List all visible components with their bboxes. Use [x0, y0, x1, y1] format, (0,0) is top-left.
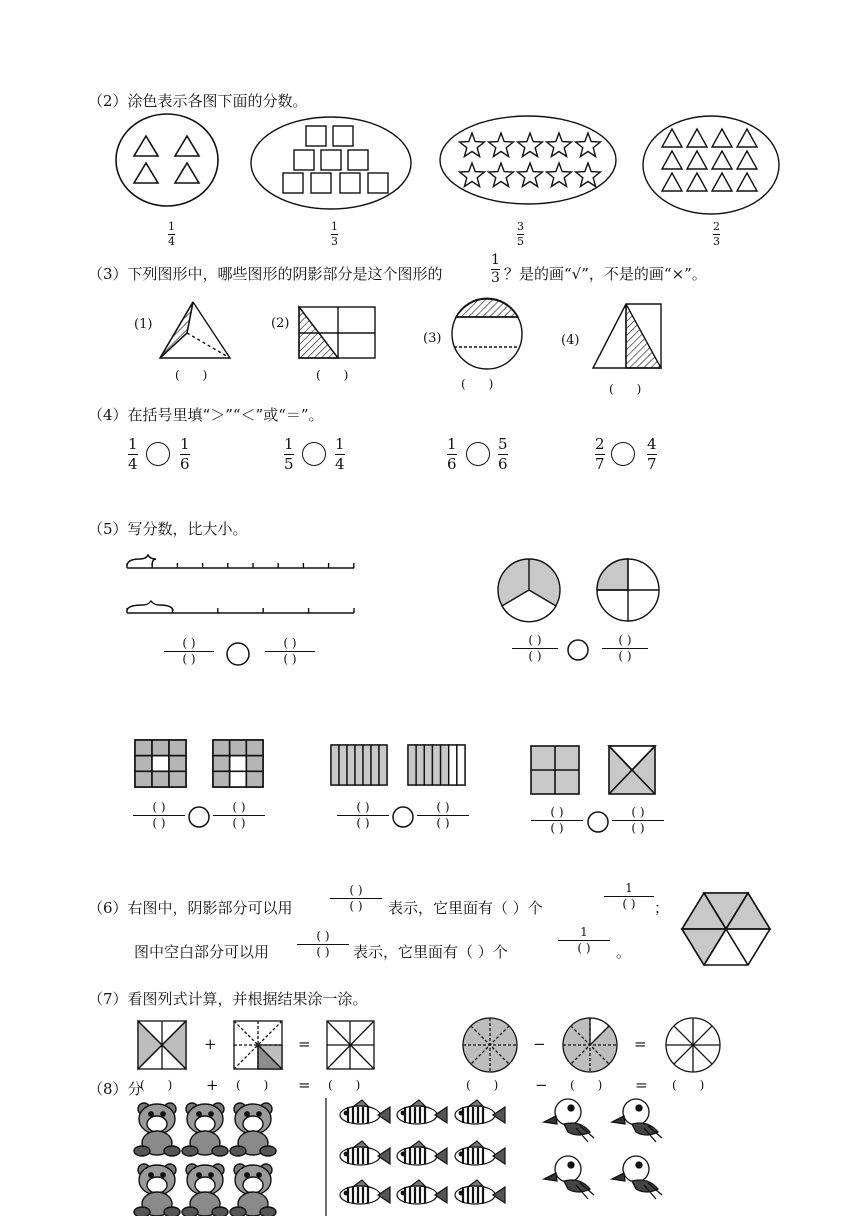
q3-label-4: (4) [561, 333, 580, 348]
q7-blank-1[interactable]: ( ) [140, 1078, 173, 1092]
q6-line1-start: （6）右图中，阴影部分可以用 [88, 899, 293, 917]
q5-blank-10[interactable]: ( ) ( ) [612, 806, 664, 835]
q3-label-2: (2) [271, 316, 290, 331]
bird-picture [544, 1099, 594, 1142]
fish-picture [397, 1141, 447, 1165]
q5-blank-6[interactable]: ( ) ( ) [213, 801, 265, 830]
q7-equals-1: = [298, 1035, 311, 1053]
q7-equals-2: = [634, 1035, 647, 1053]
fish-picture [397, 1100, 447, 1124]
q5-blank-2[interactable]: ( ) ( ) [265, 637, 315, 666]
q3-answer-1[interactable]: ( ) [175, 368, 208, 382]
q5-blank-8[interactable]: ( ) ( ) [417, 801, 469, 830]
q2-frac-3: 3 5 [517, 220, 524, 248]
q5-blank-7[interactable]: ( ) ( ) [337, 801, 389, 830]
fish-picture [455, 1100, 505, 1124]
q6-line2-middle: 表示，它里面有（ ）个 [353, 943, 508, 961]
q5-blank-5[interactable]: ( ) ( ) [133, 801, 185, 830]
q2-frac-2: 1 3 [331, 220, 338, 248]
q3-title-fraction: 1 3 [491, 252, 500, 286]
q5-blank-1[interactable]: ( ) ( ) [164, 637, 214, 666]
q5-blank-4[interactable]: ( ) ( ) [602, 634, 648, 663]
q7-equals-3: = [298, 1076, 311, 1094]
q3-answer-2[interactable]: ( ) [316, 368, 349, 382]
q6-line1-middle: 表示，它里面有（ ）个 [388, 899, 543, 917]
fish-picture [397, 1180, 447, 1204]
q6-unit-fraction-1[interactable]: 1 ( ) [604, 882, 654, 911]
q7-minus: − [533, 1035, 546, 1053]
q2-title: （2）涂色表示各图下面的分数。 [88, 92, 308, 110]
q5-blank-9[interactable]: ( ) ( ) [531, 806, 583, 835]
fish-picture [340, 1100, 390, 1124]
q4-pair4-right: 4 7 [647, 435, 657, 473]
q6-blank-fraction-blank[interactable]: ( ) ( ) [297, 930, 349, 959]
q6-line2-end: 。 [616, 943, 632, 961]
bear-picture [230, 1164, 276, 1216]
q7-equals-4: = [635, 1076, 648, 1094]
fish-picture [340, 1141, 390, 1165]
q3-title-end: ？是的画“√”，不是的画“×”。 [504, 265, 707, 283]
bear-picture [134, 1164, 180, 1216]
q8-label: （8）分 [88, 1080, 143, 1098]
bird-picture [544, 1156, 594, 1199]
bear-picture [134, 1103, 180, 1156]
q6-line2-start: 图中空白部分可以用 [134, 943, 270, 961]
q4-pair2-left: 1 5 [284, 435, 294, 473]
q7-blank-4[interactable]: ( ) [466, 1078, 499, 1092]
bird-picture [612, 1156, 662, 1199]
q3-label-1: (1) [134, 317, 153, 332]
q5-blank-3[interactable]: ( ) ( ) [512, 634, 558, 663]
q7-title: （7）看图列式计算，并根据结果涂一涂。 [88, 990, 368, 1008]
q4-pair3-right: 5 6 [498, 435, 508, 473]
q4-pair1-right: 1 6 [180, 435, 190, 473]
bear-picture [230, 1103, 276, 1156]
bear-picture [182, 1164, 228, 1216]
bird-picture [612, 1099, 662, 1142]
q4-title: （4）在括号里填“＞”“＜”或“＝”。 [88, 406, 324, 424]
fish-picture [455, 1141, 505, 1165]
q4-pair3-left: 1 6 [447, 435, 457, 473]
q7-blank-6[interactable]: ( ) [672, 1078, 705, 1092]
q7-plus-2: + [206, 1076, 219, 1094]
q6-unit-fraction-2[interactable]: 1 ( ) [558, 926, 610, 955]
q4-pair1-left: 1 4 [128, 435, 138, 473]
q6-shaded-fraction-blank[interactable]: ( ) ( ) [330, 884, 382, 913]
q3-label-3: (3) [423, 331, 442, 346]
fish-picture [340, 1180, 390, 1204]
q7-minus-2: − [535, 1076, 548, 1094]
fish-picture [455, 1180, 505, 1204]
q7-blank-5[interactable]: ( ) [570, 1078, 603, 1092]
q2-frac-4: 2 3 [713, 220, 720, 248]
q2-frac-1: 1 4 [168, 220, 175, 248]
q6-line1-end: ； [654, 899, 670, 917]
q5-title: （5）写分数，比大小。 [88, 520, 248, 538]
bear-picture [182, 1103, 228, 1156]
q7-blank-3[interactable]: ( ) [328, 1078, 361, 1092]
q3-answer-3[interactable]: ( ) [461, 377, 494, 391]
q4-pair2-right: 1 4 [335, 435, 345, 473]
q7-plus: + [204, 1035, 217, 1053]
q4-pair4-left: 2 7 [595, 435, 605, 473]
q3-title-start: （3）下列图形中，哪些图形的阴影部分是这个图形的 [88, 265, 443, 283]
q7-blank-2[interactable]: ( ) [236, 1078, 269, 1092]
q3-answer-4[interactable]: ( ) [609, 382, 642, 396]
